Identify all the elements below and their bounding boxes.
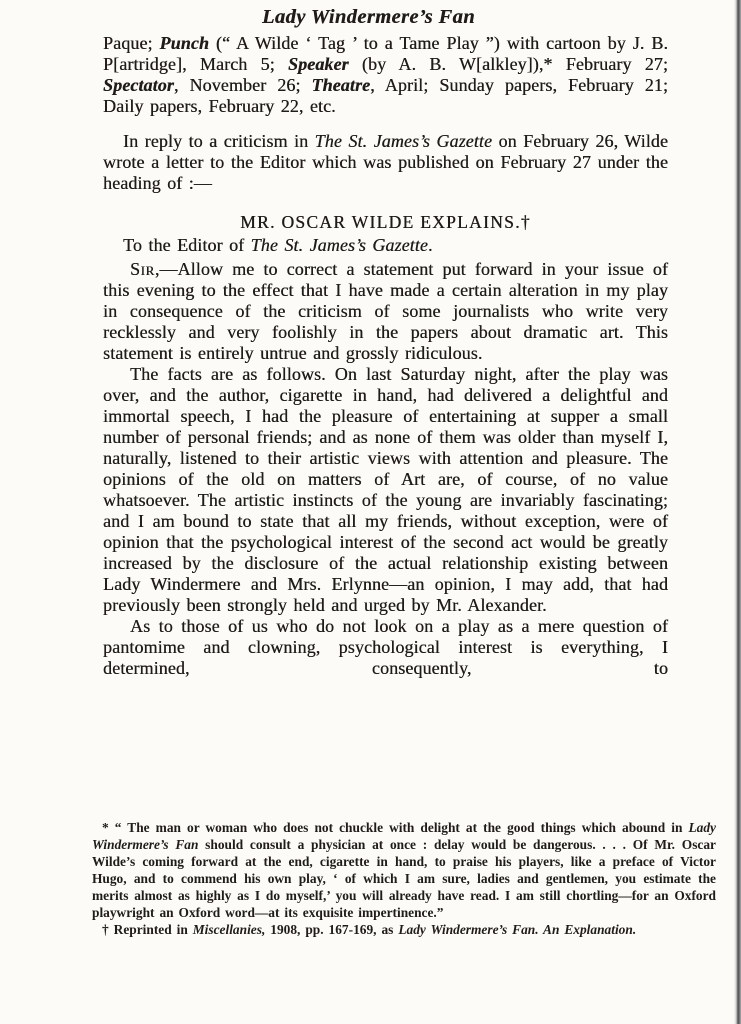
text-segment: * “ The man or woman who does not chuckle with delight at the good things which abound in [102,820,689,835]
paragraph-as-to [103,616,668,679]
text-segment: To the Editor of [123,235,251,255]
footnotes-block [92,819,716,938]
running-title: Lady Windermere’s Fan [261,6,476,28]
text-segment: ,—Allow me to correct a statement put forward in your issue of this evening to the effect that I have made a certain alteration in my play in consequence of the criticism of some journalists who write very recklessly and very foolishly in the papers about dramatic art. This statement is entirely untrue and grossly ridiculous. [103,259,668,363]
text-segment: Sir [130,259,155,279]
text-segment: Miscellanies, [192,922,266,937]
text-segment: † Reprinted in [102,922,193,937]
scan-edge-artifact [734,0,741,1024]
text-segment: In reply to a criticism in [123,131,315,151]
text-segment: (“ A Wilde ‘ Tag ’ to a Tame Play ”) with cartoon by J. B. P[artridge], March 5; [103,33,668,74]
text-segment: should consult a physician at once : delay would be dangerous. . . . Of Mr. Oscar Wilde’s coming forward at the end, cigarette in hand, to praise his players, like a preface of Victor Hugo, and to commend his own play, ‘ of which I am sure, ladies and gentlemen, you estimate the merits almost as highly as I do myself,’ you will already have read. I am still chortling—for an Oxford playwright an Oxford word—at its exquisite impertinence.” [92,837,716,920]
footnote-asterisk [92,819,716,921]
text-segment: . [427,235,433,255]
text-segment: Speaker [287,54,349,74]
paragraph-press-notices [103,33,668,117]
text-segment: The facts are as follows. On last Saturday night, after the play was over, and the author, cigarette in hand, had delivered a delightful and immortal speech, I had the pleasure of entertaining at supper a small number of personal friends; and as none of them was older than myself I, naturally, listened to their artistic views with attention and pleasure. The opinions of the old on matters of Art are, of course, of no value whatsoever. The artistic instincts of the young are invariably fascinating; and I am bound to state that all my friends, without exception, were of opinion that the psychological interest of the second act would be greatly increased by the disclosure of the actual relationship existing between Lady Windermere and Mrs. Erlynne—an opinion, I may add, that had previously been strongly held and urged by Mr. Alexander. [103,364,668,615]
text-segment: Theatre [311,75,371,95]
paragraph-facts [103,364,668,616]
text-segment: Lady Windermere’s Fan. An Explanation. [398,922,637,937]
text-segment: Punch [159,33,210,53]
body-column [103,33,668,679]
text-segment: Paque; [103,33,160,53]
paragraph-salutation [103,235,668,256]
paragraph-reply-intro [103,131,668,194]
paragraph-sir-statement [103,259,668,364]
text-segment: , November 26; [173,75,312,95]
text-segment: , April; Sunday papers, February 21; Daily papers, February 22, etc. [103,75,668,116]
text-segment: Lady Windermere’s Fan [92,820,716,852]
footnote-dagger [92,921,716,938]
text-segment: 1908, pp. 167-169, as [265,922,399,937]
text-segment: (by A. B. W[alkley]),* February 27; [348,54,669,74]
text-segment: The St. James’s Gazette [314,131,493,151]
text-segment: Spectator [103,75,174,95]
text-segment: The St. James’s Gazette [250,235,428,255]
text-segment: As to those of us who do not look on a play as a mere question of pantomime and clowning, psychological interest is everything, I determined, consequently, to [103,616,668,678]
text-segment: on February 26, Wilde wrote a letter to the Editor which was published on February 27 under the heading of :— [103,131,668,193]
section-heading: MR. OSCAR WILDE EXPLAINS.† [240,212,531,232]
